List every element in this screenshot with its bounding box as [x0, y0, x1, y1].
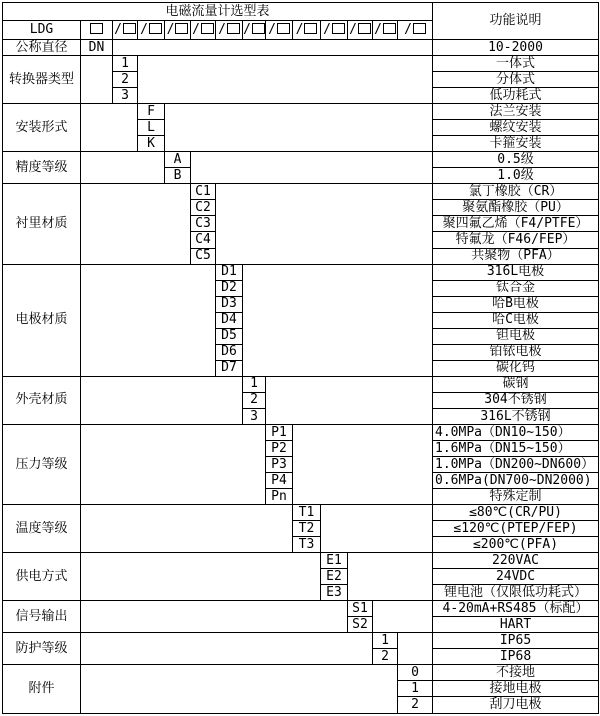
description-cell: 4-20mA+RS485（标配）	[433, 601, 599, 617]
slash-mark: /	[140, 22, 148, 38]
description-cell: 法兰安装	[433, 104, 599, 120]
description-cell: ≤200℃(PFA)	[433, 537, 599, 553]
code-cell: E3	[321, 585, 348, 601]
description-cell: 24VDC	[433, 569, 599, 585]
description-cell: 哈C电极	[433, 312, 599, 328]
code-cell: P1	[266, 424, 293, 440]
category-label: 供电方式	[3, 553, 81, 601]
slash-mark: /	[404, 22, 412, 38]
code-box-icon	[201, 23, 214, 34]
category-label: 安装形式	[3, 104, 81, 152]
description-cell: 氯丁橡胶（CR）	[433, 184, 599, 200]
model-base-slot	[81, 21, 113, 40]
code-cell: C3	[191, 216, 216, 232]
description-cell: 哈B电极	[433, 296, 599, 312]
description-cell: 316L不锈钢	[433, 408, 599, 424]
code-cell: C2	[191, 200, 216, 216]
spacer-cell	[81, 376, 243, 424]
slash-mark: /	[218, 22, 226, 38]
spacer-cell	[191, 152, 433, 184]
description-cell: 接地电极	[433, 681, 599, 697]
description-cell: ≤120℃(PTEP/FEP)	[433, 521, 599, 537]
slash-mark: /	[323, 22, 331, 38]
table-title: 电磁流量计选型表	[3, 3, 433, 21]
spacer-cell	[293, 424, 433, 504]
description-cell: 聚四氟乙烯（F4/PTFE）	[433, 216, 599, 232]
description-cell: 铂铱电极	[433, 344, 599, 360]
category-label: 防护等级	[3, 633, 81, 665]
code-cell: E1	[321, 553, 348, 569]
spacer-cell	[81, 104, 138, 152]
code-cell: C1	[191, 184, 216, 200]
code-cell: Pn	[266, 488, 293, 504]
spacer-cell	[266, 376, 433, 424]
model-option-slot	[373, 21, 398, 40]
category-label: 公称直径	[3, 40, 81, 56]
category-label: 精度等级	[3, 152, 81, 184]
code-cell: 1	[113, 56, 138, 72]
code-cell: 1	[398, 681, 433, 697]
spacer-cell	[81, 152, 165, 184]
description-cell: 共聚物（PFA）	[433, 248, 599, 264]
function-description-header: 功能说明	[433, 3, 599, 40]
code-cell: T2	[293, 521, 321, 537]
model-option-slot	[216, 21, 243, 40]
category-label: 电极材质	[3, 264, 81, 376]
description-cell: 锂电池（仅限低功耗式）	[433, 585, 599, 601]
code-box-icon	[227, 23, 240, 34]
code-cell: T1	[293, 505, 321, 521]
model-prefix: LDG	[3, 21, 81, 40]
spacer-cell	[81, 553, 321, 601]
code-box-icon	[358, 23, 371, 34]
description-cell: 1.6MPa（DN15~150）	[433, 440, 599, 456]
code-cell: P2	[266, 440, 293, 456]
slash-mark: /	[374, 22, 382, 38]
spacer-cell	[81, 184, 191, 264]
description-cell: 特殊定制	[433, 488, 599, 504]
code-box-icon	[90, 23, 103, 34]
spacer-cell	[216, 184, 433, 264]
selection-table	[2, 2, 599, 714]
category-label: 衬里材质	[3, 184, 81, 264]
category-label: 外壳材质	[3, 376, 81, 424]
spacer-cell	[138, 56, 433, 104]
description-cell: 螺纹安装	[433, 120, 599, 136]
description-cell: ≤80℃(CR/PU)	[433, 505, 599, 521]
description-cell: 碳钢	[433, 376, 599, 392]
code-box-icon	[413, 23, 426, 34]
spacer-cell	[373, 601, 433, 633]
code-box-icon	[149, 23, 162, 34]
spacer-cell	[81, 56, 113, 104]
slash-mark: /	[243, 22, 251, 38]
category-label: 信号输出	[3, 601, 81, 633]
model-option-slot	[113, 21, 138, 40]
category-label: 温度等级	[3, 505, 81, 553]
spacer-cell	[113, 40, 433, 56]
description-cell: 316L电极	[433, 264, 599, 280]
code-box-icon	[332, 23, 345, 34]
code-cell: 1	[373, 633, 398, 649]
slash-mark: /	[114, 22, 122, 38]
description-cell: IP68	[433, 649, 599, 665]
code-cell: T3	[293, 537, 321, 553]
spacer-cell	[81, 264, 216, 376]
code-box-icon	[304, 23, 317, 34]
description-cell: 1.0级	[433, 168, 599, 184]
model-option-slot	[321, 21, 348, 40]
spacer-cell	[81, 505, 293, 553]
slash-mark: /	[349, 22, 357, 38]
spacer-cell	[81, 601, 348, 633]
description-cell: 分体式	[433, 72, 599, 88]
spacer-cell	[81, 633, 373, 665]
spacer-cell	[243, 264, 433, 376]
code-box-icon	[123, 23, 136, 34]
model-option-slot	[398, 21, 433, 40]
description-cell: 卡箍安装	[433, 136, 599, 152]
description-cell: 1.0MPa（DN200~DN600）	[433, 456, 599, 472]
description-cell: 碳化钨	[433, 360, 599, 376]
description-cell: HART	[433, 617, 599, 633]
code-cell: D2	[216, 280, 243, 296]
code-cell: 2	[373, 649, 398, 665]
description-cell: 0.5级	[433, 152, 599, 168]
description-cell: 一体式	[433, 56, 599, 72]
code-cell: C4	[191, 232, 216, 248]
description-cell: 220VAC	[433, 553, 599, 569]
spacer-cell	[398, 633, 433, 665]
model-option-slot	[348, 21, 373, 40]
model-option-slot	[293, 21, 321, 40]
code-cell: E2	[321, 569, 348, 585]
code-cell: D1	[216, 264, 243, 280]
slash-mark: /	[192, 22, 200, 38]
description-cell: 特氟龙（F46/FEP）	[433, 232, 599, 248]
spacer-cell	[165, 104, 433, 152]
spacer-cell	[81, 665, 398, 714]
code-cell: B	[165, 168, 191, 184]
slash-mark: /	[268, 22, 276, 38]
model-option-slot	[243, 21, 266, 40]
code-cell: 2	[398, 697, 433, 714]
code-cell: D4	[216, 312, 243, 328]
code-box-icon	[252, 23, 265, 34]
model-option-slot	[138, 21, 165, 40]
code-cell: F	[138, 104, 165, 120]
description-cell: 304不锈钢	[433, 392, 599, 408]
description-cell: 10-2000	[433, 40, 599, 56]
code-cell: P4	[266, 472, 293, 488]
description-cell: 钛合金	[433, 280, 599, 296]
description-cell: 钽电极	[433, 328, 599, 344]
description-cell: IP65	[433, 633, 599, 649]
category-label: 压力等级	[3, 424, 81, 504]
description-cell: 低功耗式	[433, 88, 599, 104]
spacer-cell	[81, 424, 266, 504]
code-box-icon	[277, 23, 290, 34]
code-cell: P3	[266, 456, 293, 472]
spacer-cell	[348, 553, 433, 601]
description-cell: 聚氨酯橡胶（PU）	[433, 200, 599, 216]
code-cell: 1	[243, 376, 266, 392]
code-cell: C5	[191, 248, 216, 264]
category-label: 转换器类型	[3, 56, 81, 104]
model-option-slot	[191, 21, 216, 40]
description-cell: 刮刀电极	[433, 697, 599, 714]
code-cell: 0	[398, 665, 433, 681]
code-cell: DN	[81, 40, 113, 56]
code-cell: 3	[113, 88, 138, 104]
description-cell: 不接地	[433, 665, 599, 681]
spacer-cell	[321, 505, 433, 553]
description-cell: 4.0MPa（DN10~150）	[433, 424, 599, 440]
code-cell: 3	[243, 408, 266, 424]
code-cell: D5	[216, 328, 243, 344]
code-cell: S1	[348, 601, 373, 617]
code-box-icon	[175, 23, 188, 34]
model-option-slot	[165, 21, 191, 40]
code-cell: K	[138, 136, 165, 152]
slash-mark: /	[166, 22, 175, 38]
code-cell: D3	[216, 296, 243, 312]
code-box-icon	[383, 23, 396, 34]
code-cell: S2	[348, 617, 373, 633]
code-cell: 2	[113, 72, 138, 88]
code-cell: A	[165, 152, 191, 168]
model-option-slot	[266, 21, 293, 40]
code-cell: 2	[243, 392, 266, 408]
description-cell: 0.6MPa(DN700~DN2000)	[433, 472, 599, 488]
code-cell: D7	[216, 360, 243, 376]
category-label: 附件	[3, 665, 81, 714]
code-cell: L	[138, 120, 165, 136]
code-cell: D6	[216, 344, 243, 360]
slash-mark: /	[295, 22, 304, 38]
